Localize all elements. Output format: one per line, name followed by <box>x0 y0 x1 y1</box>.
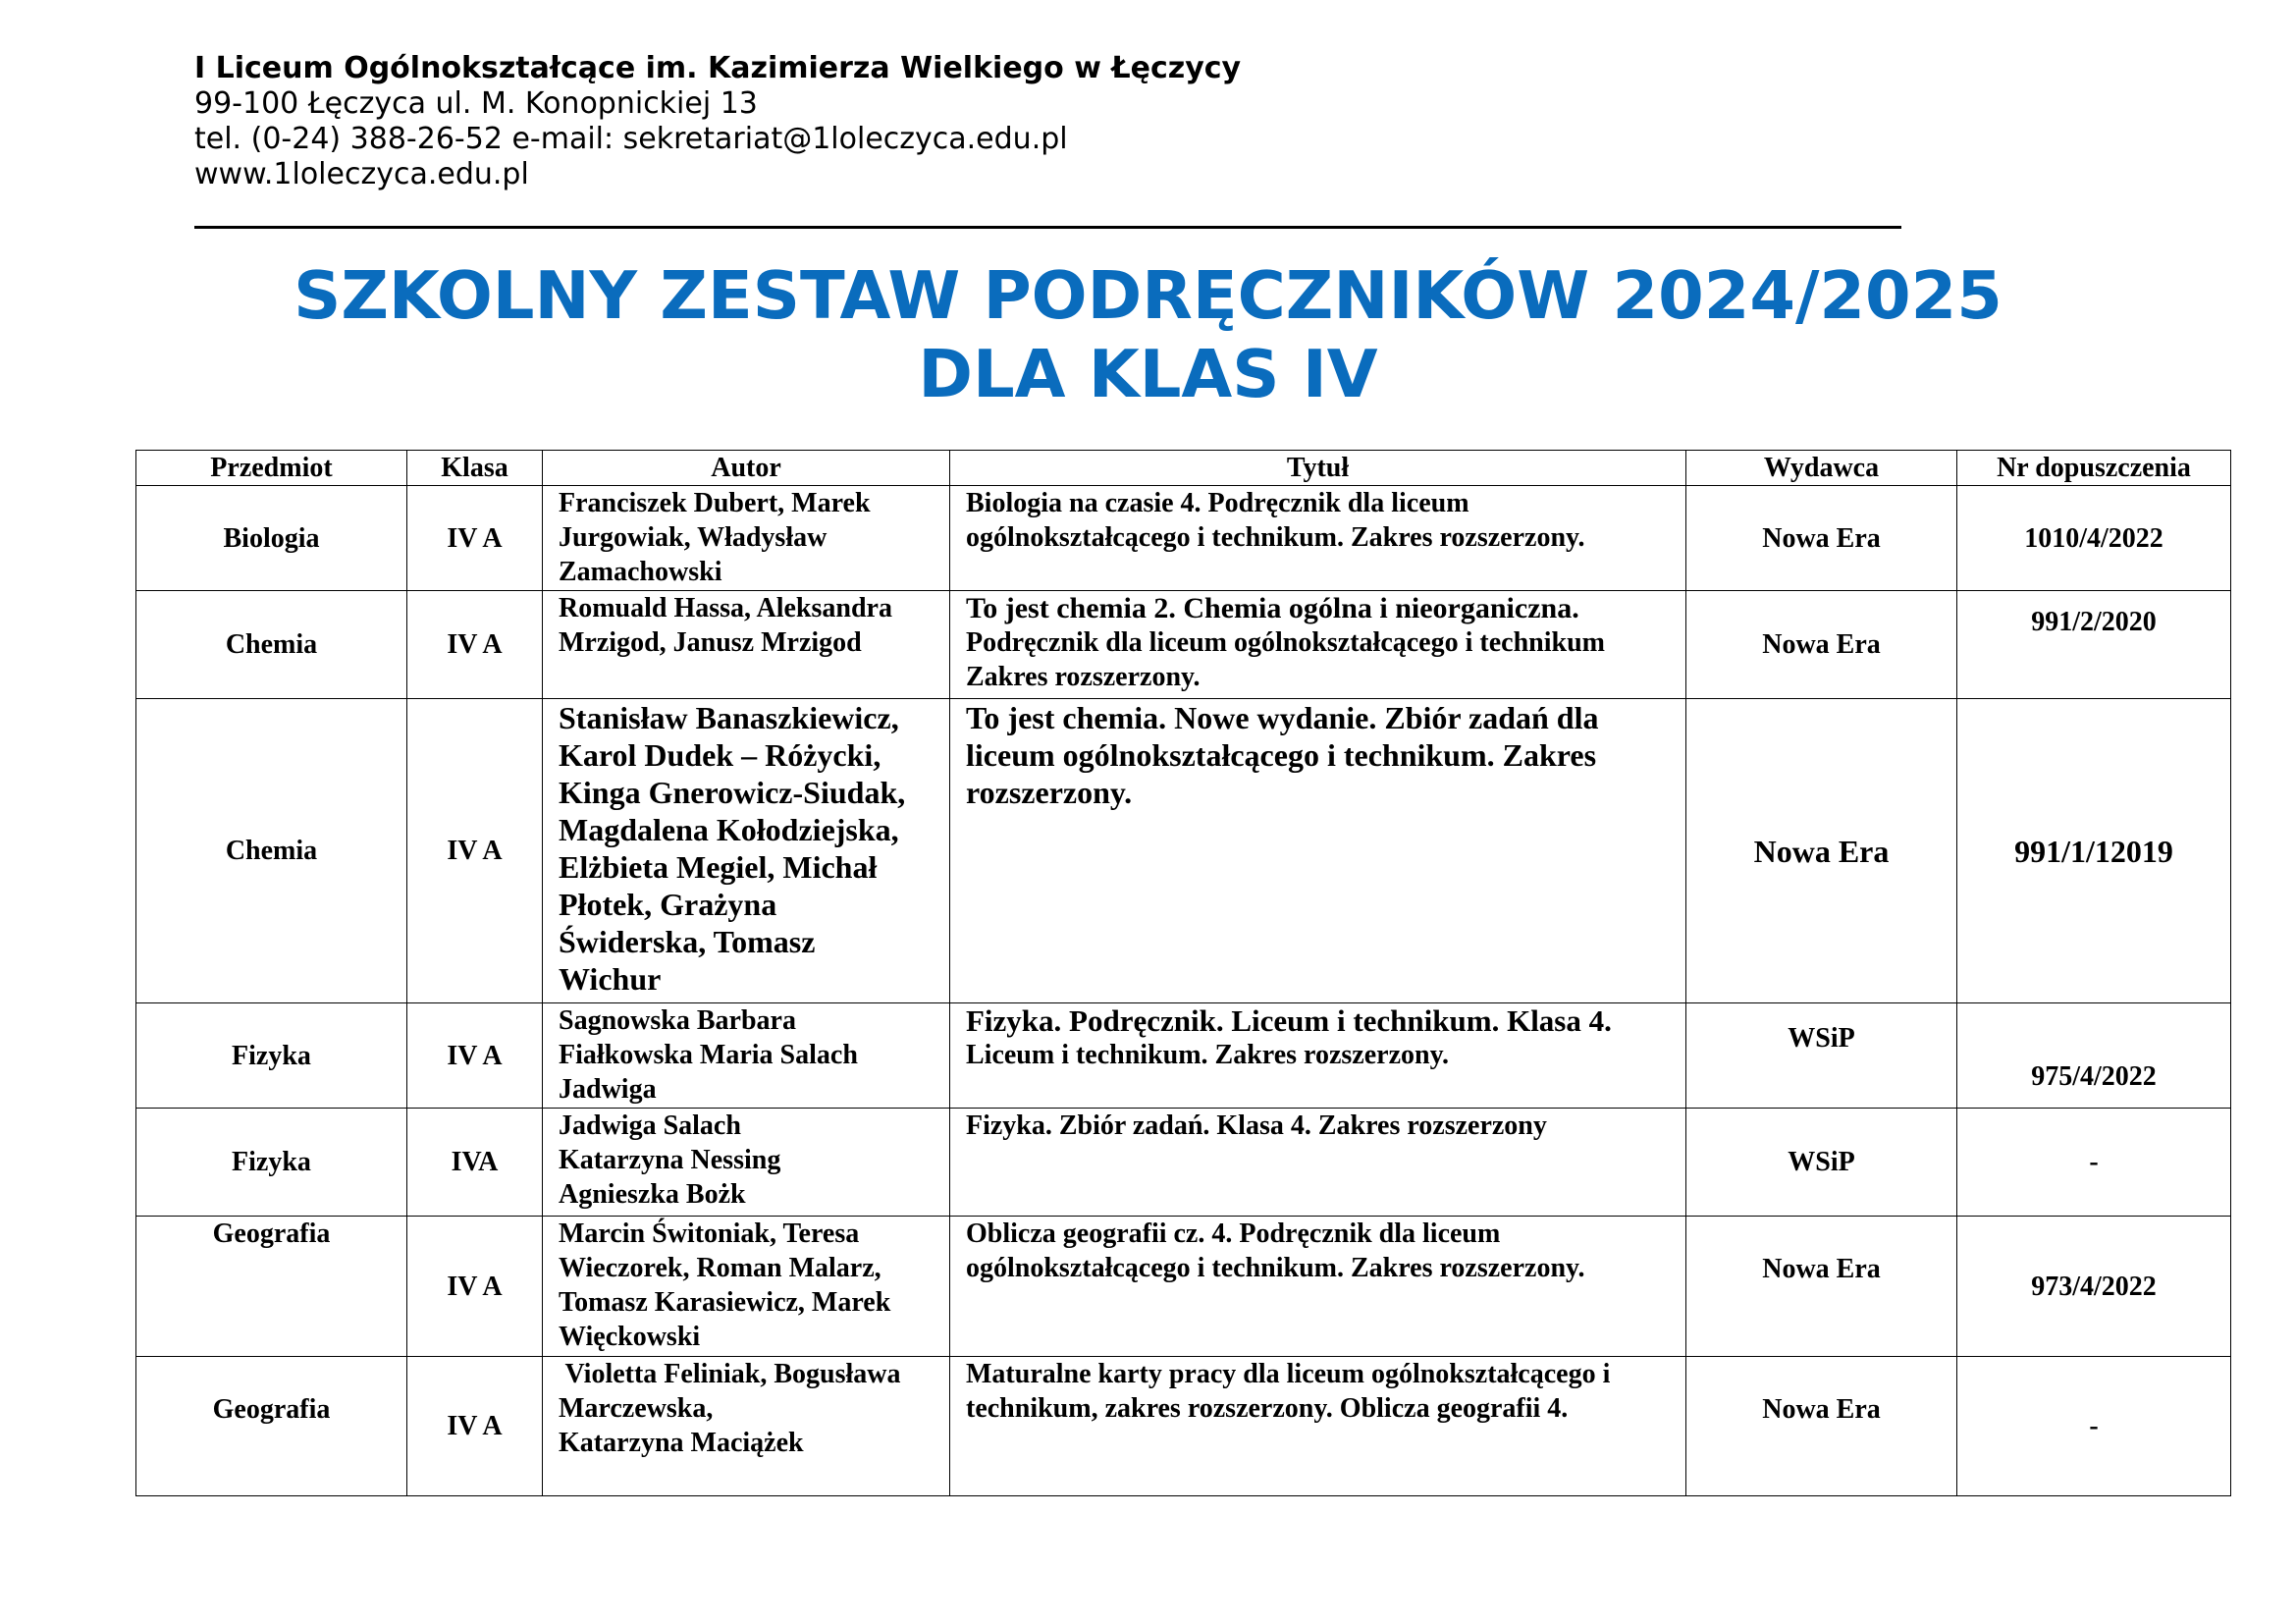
page-title-line1: SZKOLNY ZESTAW PODRĘCZNIKÓW 2024/2025 <box>294 257 2002 334</box>
class-cell: IV A <box>407 1357 543 1496</box>
author-line: Agnieszka Bożk <box>559 1179 746 1210</box>
author-line: Więckowski <box>559 1322 701 1352</box>
title-line: Oblicza geografii cz. 4. Podręcznik dla liceum <box>966 1218 1501 1249</box>
author-cell <box>543 486 950 591</box>
author-line: Elżbieta Megiel, Michał <box>559 849 878 885</box>
publisher-cell: Nowa Era <box>1686 591 1957 699</box>
title-line: To jest chemia 2. Chemia ogólna i nieorganiczna. <box>966 592 1579 624</box>
subject-cell: Chemia <box>136 591 407 699</box>
author-line: Wieczorek, Roman Malarz, <box>559 1253 881 1283</box>
title-line: technikum, zakres rozszerzony. Oblicza geografii 4. <box>966 1393 1569 1424</box>
author-cell <box>543 1109 950 1217</box>
author-line: Stanisław Banaszkiewicz, <box>559 700 899 735</box>
approval-cell: 991/1/12019 <box>1957 699 2231 1003</box>
approval-cell: 973/4/2022 <box>1957 1217 2231 1357</box>
class-cell: IV A <box>407 699 543 1003</box>
title-cell <box>950 1003 1686 1109</box>
title-line: rozszerzony. <box>966 775 1133 810</box>
school-contact: tel. (0-24) 388-26-52 e-mail: sekretariat@1loleczyca.edu.pl <box>194 122 1068 156</box>
author-line: Fiałkowska Maria Salach <box>559 1040 858 1070</box>
publisher-cell: Nowa Era <box>1686 699 1957 1003</box>
author-line: Romuald Hassa, Aleksandra <box>559 593 892 623</box>
author-cell <box>543 591 950 699</box>
author-line: Magdalena Kołodziejska, <box>559 812 899 847</box>
class-cell: IV A <box>407 1003 543 1109</box>
author-line: Karol Dudek – Różycki, <box>559 737 881 773</box>
table-row <box>136 699 2231 1003</box>
header-divider <box>194 226 1901 229</box>
title-cell <box>950 1109 1686 1217</box>
author-line: Katarzyna Maciążek <box>559 1428 804 1458</box>
school-header <box>194 51 1241 192</box>
author-line: Kinga Gnerowicz-Siudak, <box>559 775 906 810</box>
author-cell <box>543 1357 950 1496</box>
author-line: Jadwiga Salach <box>559 1110 741 1141</box>
table-row <box>136 591 2231 699</box>
column-header-author: Autor <box>543 451 950 486</box>
approval-cell: 991/2/2020 <box>1957 591 2231 699</box>
subject-cell: Biologia <box>136 486 407 591</box>
subject-cell: Geografia <box>136 1217 407 1357</box>
class-cell: IV A <box>407 591 543 699</box>
title-cell <box>950 486 1686 591</box>
table-row <box>136 1003 2231 1109</box>
author-line: Płotek, Grażyna <box>559 887 777 922</box>
title-line: Biologia na czasie 4. Podręcznik dla liceum <box>966 488 1469 518</box>
title-line: To jest chemia. Nowe wydanie. Zbiór zadań dla <box>966 700 1599 735</box>
author-line: Jadwiga <box>559 1074 657 1105</box>
author-line: Mrzigod, Janusz Mrzigod <box>559 627 862 658</box>
author-line: Tomasz Karasiewicz, Marek <box>559 1287 891 1318</box>
subject-cell: Chemia <box>136 699 407 1003</box>
publisher-cell: Nowa Era <box>1686 1217 1957 1357</box>
author-line: Świderska, Tomasz <box>559 924 816 959</box>
column-header-approval: Nr dopuszczenia <box>1957 451 2231 486</box>
column-header-subject: Przedmiot <box>136 451 407 486</box>
table-row <box>136 1109 2231 1217</box>
page-title-line2: DLA KLAS IV <box>918 336 1378 412</box>
author-line: Marczewska, <box>559 1393 714 1424</box>
publisher-cell: WSiP <box>1686 1109 1957 1217</box>
table-header-row <box>136 451 2231 486</box>
title-line: Fizyka. Podręcznik. Liceum i technikum. Klasa 4. <box>966 1003 1612 1038</box>
author-line: Wichur <box>559 961 662 997</box>
title-line: ogólnokształcącego i technikum. Zakres rozszerzony. <box>966 522 1585 553</box>
title-line: Podręcznik dla liceum ogólnokształcącego i technikum <box>966 627 1605 658</box>
title-cell <box>950 1217 1686 1357</box>
school-website: www.1loleczyca.edu.pl <box>194 157 529 191</box>
approval-cell: - <box>1957 1357 2231 1496</box>
title-cell <box>950 1357 1686 1496</box>
approval-cell: 1010/4/2022 <box>1957 486 2231 591</box>
author-line: Marcin Świtoniak, Teresa <box>559 1218 860 1249</box>
table-row <box>136 1217 2231 1357</box>
subject-cell: Geografia <box>136 1357 407 1496</box>
title-line: Zakres rozszerzony. <box>966 662 1201 692</box>
author-cell <box>543 1217 950 1357</box>
author-line: Violetta Feliniak, Bogusława <box>559 1359 901 1389</box>
title-line: Maturalne karty pracy dla liceum ogólnokształcącego i <box>966 1359 1611 1389</box>
school-address: 99-100 Łęczyca ul. M. Konopnickiej 13 <box>194 86 758 121</box>
publisher-cell: Nowa Era <box>1686 1357 1957 1496</box>
subject-cell: Fizyka <box>136 1003 407 1109</box>
class-cell: IV A <box>407 1217 543 1357</box>
author-cell <box>543 699 950 1003</box>
column-header-publisher: Wydawca <box>1686 451 1957 486</box>
textbook-table <box>135 450 2231 1496</box>
school-name: I Liceum Ogólnokształcące im. Kazimierza Wielkiego w Łęczycy <box>194 51 1242 85</box>
column-header-title: Tytuł <box>950 451 1686 486</box>
table-row <box>136 1357 2231 1496</box>
author-line: Sagnowska Barbara <box>559 1005 796 1036</box>
author-cell <box>543 1003 950 1109</box>
author-line: Jurgowiak, Władysław <box>559 522 828 553</box>
author-line: Katarzyna Nessing <box>559 1145 781 1175</box>
approval-cell: - <box>1957 1109 2231 1217</box>
title-line: Fizyka. Zbiór zadań. Klasa 4. Zakres rozszerzony <box>966 1110 1547 1141</box>
title-cell <box>950 699 1686 1003</box>
table-row <box>136 486 2231 591</box>
column-header-class: Klasa <box>407 451 543 486</box>
class-cell: IV A <box>407 486 543 591</box>
author-line: Franciszek Dubert, Marek <box>559 488 871 518</box>
title-cell <box>950 591 1686 699</box>
title-line: Liceum i technikum. Zakres rozszerzony. <box>966 1040 1450 1070</box>
publisher-cell: WSiP <box>1686 1003 1957 1109</box>
author-line: Zamachowski <box>559 557 722 587</box>
approval-cell: 975/4/2022 <box>1957 1003 2231 1109</box>
subject-cell: Fizyka <box>136 1109 407 1217</box>
title-line: ogólnokształcącego i technikum. Zakres rozszerzony. <box>966 1253 1585 1283</box>
class-cell: IVA <box>407 1109 543 1217</box>
publisher-cell: Nowa Era <box>1686 486 1957 591</box>
title-line: liceum ogólnokształcącego i technikum. Zakres <box>966 737 1597 773</box>
